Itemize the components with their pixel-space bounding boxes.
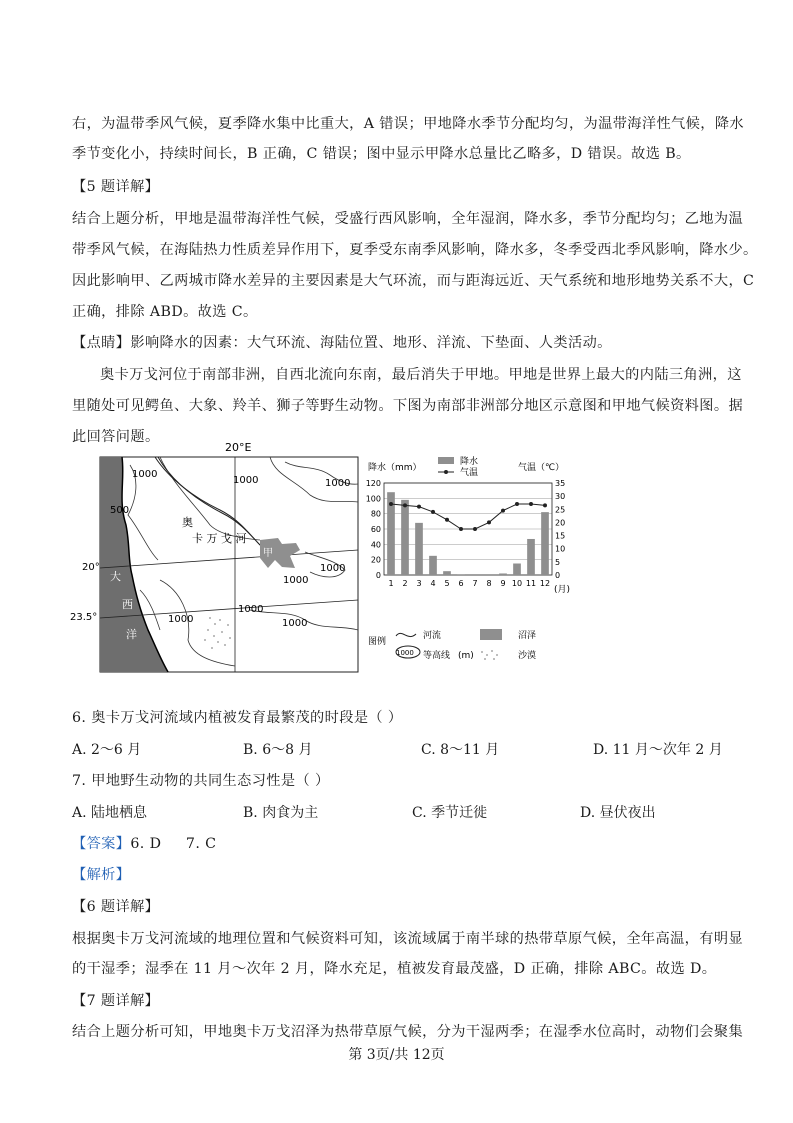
y-tick-right: 35 bbox=[555, 479, 566, 488]
ylabel-left: 降水（mm） bbox=[368, 463, 422, 473]
legend-contour-value: 1000 bbox=[396, 649, 414, 657]
contour-label: 1000 bbox=[325, 478, 351, 489]
legend-contour-label: 等高线 bbox=[423, 651, 451, 661]
contour-label: 500 bbox=[110, 505, 130, 516]
temperature-point bbox=[501, 509, 505, 513]
text-line: 根据奥卡万戈河流域的地理位置和气候资料可知，该流域属于南半球的热带草原气候，全年高温，有明显 bbox=[72, 931, 744, 947]
text-line: 因此影响甲、乙两城市降水差异的主要因素是大气环流，而与距海远近、天气系统和地形地势关系不大，C bbox=[72, 273, 755, 289]
lon-label: 20°E bbox=[225, 441, 252, 454]
map-legend bbox=[368, 622, 578, 667]
river-label: 奥 bbox=[182, 516, 193, 529]
analysis-label: 【解析】 bbox=[72, 867, 131, 883]
text-line: 季节变化小，持续时间长，B 正确，C 错误；图中显示甲降水总量比乙略多，D 错误。故选 B。 bbox=[72, 146, 691, 162]
legend-line-dot bbox=[444, 470, 448, 474]
climate-chart bbox=[365, 455, 578, 600]
lat-235-label: 23.5° bbox=[70, 612, 98, 623]
map-figure bbox=[70, 440, 360, 675]
lat-20-label: 20° bbox=[82, 562, 100, 573]
temperature-point bbox=[487, 520, 491, 524]
contour-label: 1000 bbox=[168, 614, 194, 625]
x-tick: 7 bbox=[472, 579, 478, 588]
page-footer: 第 3页/共 12页 bbox=[348, 1047, 445, 1063]
temperature-point bbox=[431, 510, 435, 514]
legend-title: 图例 bbox=[368, 637, 387, 647]
legend-contour-unit: (m) bbox=[458, 651, 474, 661]
x-unit: (月) bbox=[554, 585, 571, 595]
x-tick: 2 bbox=[402, 579, 408, 588]
ocean-label: 西 bbox=[122, 598, 133, 611]
question-7: 7. 甲地野生动物的共同生态习性是（ ） bbox=[72, 773, 330, 789]
precip-bar bbox=[443, 571, 451, 575]
precip-bar bbox=[415, 523, 423, 575]
text-line: 正确，排除 ABD。故选 C。 bbox=[72, 304, 258, 320]
temperature-point bbox=[543, 503, 547, 507]
ocean-label: 大 bbox=[110, 570, 121, 583]
y-tick-right: 5 bbox=[555, 557, 561, 567]
option-6a: A. 2～6 月 bbox=[72, 742, 142, 758]
x-tick: 9 bbox=[500, 579, 506, 588]
option-7b: B. 肉食为主 bbox=[243, 805, 319, 821]
y-tick-right: 15 bbox=[555, 531, 566, 541]
section-heading: 【5 题详解】 bbox=[72, 179, 160, 195]
text-line: 结合上题分析，甲地是温带海洋性气候，受盛行西风影响，全年湿润，降水多，季节分配均匀；乙地为温 bbox=[72, 211, 744, 227]
section-heading: 【7 题详解】 bbox=[72, 993, 160, 1009]
text-line: 带季风气候，在海陆热力性质差异作用下，夏季受东南季风影响，降水多，冬季受西北季风影响，降水少。 bbox=[72, 242, 758, 258]
legend-river-icon bbox=[396, 633, 416, 636]
jia-label: 甲 bbox=[263, 548, 273, 559]
contour-label: 1000 bbox=[282, 618, 308, 629]
x-tick: 10 bbox=[511, 579, 523, 588]
option-7c: C. 季节迁徙 bbox=[412, 805, 488, 821]
river-label: 卡 万 戈 河 bbox=[192, 532, 247, 545]
contour-label: 1000 bbox=[283, 575, 309, 586]
option-6c: C. 8～11 月 bbox=[421, 742, 500, 758]
y-tick-left: 80 bbox=[370, 509, 381, 519]
y-tick-left: 0 bbox=[375, 571, 381, 580]
y-tick-left: 20 bbox=[370, 555, 381, 565]
answer-label: 【答案】 bbox=[72, 836, 131, 852]
temperature-point bbox=[417, 505, 421, 509]
option-6b: B. 6～8 月 bbox=[243, 742, 313, 758]
temperature-point bbox=[473, 527, 477, 531]
answer-line bbox=[72, 833, 216, 853]
legend-line-label: 气温 bbox=[460, 468, 479, 478]
text-line: 右，为温带季风气候，夏季降水集中比重大，A 错误；甲地降水季节分配均匀，为温带海洋性气候，降水 bbox=[72, 116, 744, 132]
temperature-point bbox=[389, 502, 393, 506]
option-7d: D. 昼伏夜出 bbox=[580, 805, 656, 821]
y-tick-left: 100 bbox=[365, 494, 381, 504]
y-tick-left: 40 bbox=[370, 540, 381, 550]
x-tick: 11 bbox=[525, 579, 537, 588]
temperature-point bbox=[445, 518, 449, 522]
question-intro: 此回答问题。 bbox=[72, 429, 160, 445]
tip-line: 【点睛】影响降水的因素：大气环流、海陆位置、地形、洋流、下垫面、人类活动。 bbox=[72, 335, 612, 351]
y-tick-right: 10 bbox=[555, 544, 566, 554]
y-tick-right: 30 bbox=[555, 492, 566, 502]
question-intro: 奥卡万戈河位于南部非洲，自西北流向东南，最后消失于甲地。甲地是世界上最大的内陆三角洲，这 bbox=[100, 367, 742, 383]
x-tick: 1 bbox=[388, 579, 394, 588]
x-tick: 4 bbox=[430, 579, 436, 588]
temperature-line bbox=[391, 504, 545, 529]
text-line: 结合上题分析可知，甲地奥卡万戈沼泽为热带草原气候，分为干湿两季；在湿季水位高时，动物们会聚集 bbox=[72, 1024, 744, 1040]
y-tick-right: 20 bbox=[555, 518, 566, 528]
x-tick: 12 bbox=[539, 579, 551, 588]
precip-bar bbox=[429, 556, 437, 575]
contour-label: 1000 bbox=[132, 469, 158, 480]
section-heading: 【6 题详解】 bbox=[72, 899, 160, 915]
x-tick: 5 bbox=[444, 579, 450, 588]
y-tick-left: 120 bbox=[365, 479, 381, 488]
x-tick: 3 bbox=[416, 579, 422, 588]
answer-values: 6. D 7. C bbox=[130, 836, 217, 852]
x-tick: 6 bbox=[458, 579, 464, 588]
precip-bar bbox=[457, 574, 465, 575]
temperature-point bbox=[515, 502, 519, 506]
contour-label: 1000 bbox=[238, 604, 264, 615]
precip-bar bbox=[541, 512, 549, 575]
legend-bar-swatch bbox=[438, 457, 454, 464]
precip-bar bbox=[499, 573, 507, 575]
legend-swamp-label: 沼泽 bbox=[518, 631, 537, 641]
temperature-point bbox=[403, 503, 407, 507]
legend-desert-icon bbox=[481, 650, 498, 660]
temperature-point bbox=[529, 502, 533, 506]
legend-desert-label: 沙漠 bbox=[518, 651, 537, 661]
question-intro: 里随处可见鳄鱼、大象、羚羊、狮子等野生动物。下图为南部非洲部分地区示意图和甲地气候资料图。据 bbox=[72, 398, 744, 414]
x-tick: 8 bbox=[486, 579, 492, 588]
precip-bar bbox=[513, 564, 521, 576]
option-7a: A. 陆地栖息 bbox=[72, 805, 148, 821]
precip-bar bbox=[527, 539, 535, 575]
y-tick-right: 0 bbox=[555, 571, 561, 580]
legend-river-label: 河流 bbox=[423, 631, 442, 641]
precip-bar bbox=[401, 500, 409, 575]
contour-label: 1000 bbox=[233, 475, 259, 486]
y-tick-left: 60 bbox=[370, 525, 381, 534]
contour-label: 1000 bbox=[320, 563, 346, 574]
question-6: 6. 奥卡万戈河流域内植被发育最繁茂的时段是（ ） bbox=[72, 710, 403, 726]
legend-swamp-icon bbox=[480, 629, 502, 640]
ocean-label: 洋 bbox=[126, 628, 137, 641]
ylabel-right: 气温（℃） bbox=[518, 463, 565, 473]
text-line: 的干湿季；湿季在 11 月～次年 2 月，降水充足，植被发育最茂盛，D 正确，排除 ABC。故选 D。 bbox=[72, 961, 717, 977]
option-6d: D. 11 月～次年 2 月 bbox=[593, 742, 723, 758]
y-tick-right: 25 bbox=[555, 505, 566, 515]
legend-bar-label: 降水 bbox=[460, 457, 479, 467]
temperature-point bbox=[459, 527, 463, 531]
